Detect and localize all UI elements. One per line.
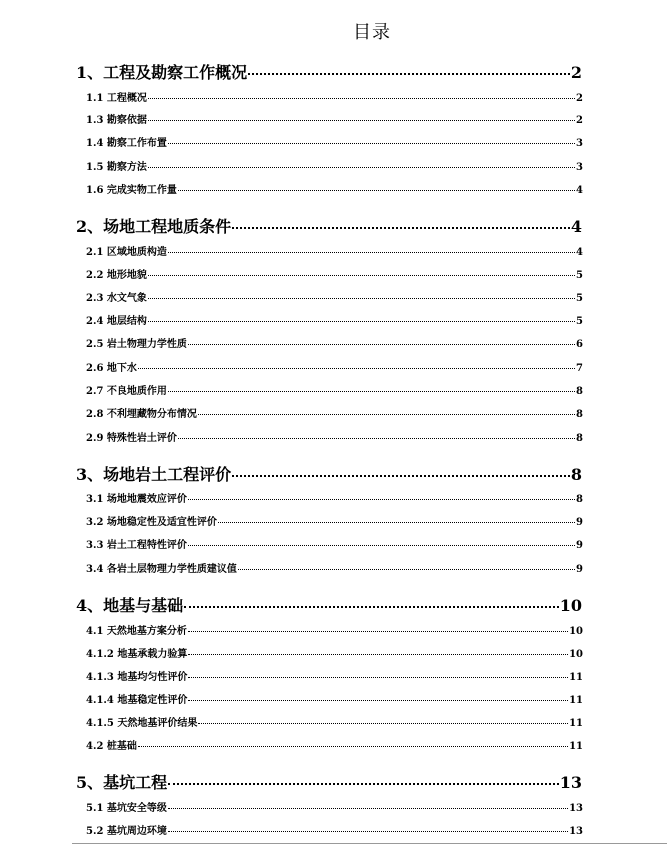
- toc-dot-leader: [238, 569, 575, 570]
- toc-section-entry[interactable]: [86, 89, 583, 104]
- toc-entry-page-number: 13: [569, 826, 583, 837]
- toc-entry-page-number: 4: [570, 217, 582, 236]
- toc-entry-page-number: 11: [569, 695, 583, 706]
- toc-entry-page-number: 10: [559, 596, 582, 615]
- toc-dot-leader: [168, 808, 568, 809]
- toc-dot-leader: [232, 227, 570, 229]
- toc-section-entry[interactable]: [86, 382, 583, 397]
- toc-dot-leader: [184, 606, 559, 608]
- toc-entry-page-number: 3: [576, 138, 583, 149]
- toc-section-entry[interactable]: [86, 513, 583, 528]
- toc-dot-leader: [138, 746, 568, 747]
- toc-dot-leader: [168, 831, 568, 832]
- toc-entry-page-number: 2: [570, 63, 582, 82]
- toc-entry-page-number: 9: [576, 540, 583, 551]
- toc-entry-label: 3、场地岩土工程评价: [76, 465, 232, 484]
- toc-entry-page-number: 8: [576, 386, 583, 397]
- toc-dot-leader: [188, 654, 568, 655]
- toc-dot-leader: [168, 252, 575, 253]
- toc-dot-leader: [188, 499, 575, 500]
- toc-entry-label: 4.1.5 天然地基评价结果: [86, 718, 198, 729]
- toc-section-entry[interactable]: [86, 668, 583, 683]
- toc-entry-page-number: 10: [569, 626, 583, 637]
- toc-entry-page-number: 8: [576, 494, 583, 505]
- toc-section-entry[interactable]: [86, 822, 583, 837]
- toc-section-entry[interactable]: [86, 536, 583, 551]
- toc-entry-label: 5、基坑工程: [76, 773, 168, 792]
- toc-entry-page-number: 8: [570, 465, 582, 484]
- toc-section-entry[interactable]: [86, 429, 583, 444]
- toc-dot-leader: [198, 414, 575, 415]
- toc-entry-label: 2.4 地层结构: [86, 316, 147, 327]
- toc-entry-page-number: 13: [559, 773, 582, 792]
- toc-section-entry[interactable]: [86, 134, 583, 149]
- toc-entry-label: 5.2 基坑周边环境: [86, 826, 167, 837]
- toc-dot-leader: [188, 344, 575, 345]
- toc-entry-page-number: 4: [576, 185, 583, 196]
- toc-dot-leader: [148, 120, 575, 121]
- toc-dot-leader: [148, 298, 575, 299]
- toc-section-entry[interactable]: [86, 645, 583, 660]
- toc-entry-label: 2.6 地下水: [86, 363, 137, 374]
- toc-dot-leader: [188, 700, 568, 701]
- toc-section-entry[interactable]: [86, 312, 583, 327]
- toc-entry-label: 2.8 不利埋藏物分布情况: [86, 409, 197, 420]
- toc-dot-leader: [168, 391, 575, 392]
- toc-entry-label: 4.2 桩基础: [86, 741, 137, 752]
- page-bottom-rule: [72, 843, 667, 844]
- toc-entry-page-number: 2: [576, 93, 583, 104]
- toc-entry-page-number: 8: [576, 433, 583, 444]
- toc-entry-label: 3.2 场地稳定性及适宜性评价: [86, 517, 217, 528]
- toc-entry-page-number: 10: [569, 649, 583, 660]
- toc-entry-label: 4、地基与基础: [76, 596, 184, 615]
- toc-entry-label: 2.1 区域地质构造: [86, 247, 167, 258]
- toc-entry-label: 1、工程及勘察工作概况: [76, 63, 248, 82]
- toc-section-entry[interactable]: [86, 737, 583, 752]
- toc-entry-label: 3.4 各岩土层物理力学性质建议值: [86, 564, 237, 575]
- toc-entry-label: 4.1.4 地基稳定性评价: [86, 695, 188, 706]
- toc-chapter-entry[interactable]: [76, 60, 582, 83]
- toc-entry-label: 1.3 勘察依据: [86, 115, 147, 126]
- toc-entry-label: 5.1 基坑安全等级: [86, 803, 167, 814]
- toc-section-entry[interactable]: [86, 335, 583, 350]
- toc-entry-page-number: 3: [576, 162, 583, 173]
- toc-chapter-entry[interactable]: [76, 770, 582, 793]
- toc-entry-page-number: 6: [576, 339, 583, 350]
- toc-chapter-entry[interactable]: [76, 462, 582, 485]
- toc-entry-label: 3.1 场地地震效应评价: [86, 494, 187, 505]
- toc-entry-label: 4.1 天然地基方案分析: [86, 626, 187, 637]
- toc-title: 目录: [353, 22, 391, 43]
- toc-entry-page-number: 9: [576, 564, 583, 575]
- toc-entry-label: 2.3 水文气象: [86, 293, 147, 304]
- toc-entry-label: 1.4 勘察工作布置: [86, 138, 167, 149]
- toc-entry-label: 2.5 岩土物理力学性质: [86, 339, 187, 350]
- toc-entry-label: 3.3 岩土工程特性评价: [86, 540, 187, 551]
- toc-entry-page-number: 9: [576, 517, 583, 528]
- toc-section-entry[interactable]: [86, 714, 583, 729]
- toc-section-entry[interactable]: [86, 266, 583, 281]
- toc-entry-page-number: 13: [569, 803, 583, 814]
- toc-entry-page-number: 11: [569, 672, 583, 683]
- toc-section-entry[interactable]: [86, 289, 583, 304]
- toc-entry-page-number: 8: [576, 409, 583, 420]
- toc-entry-page-number: 11: [569, 718, 583, 729]
- toc-entry-label: 2.7 不良地质作用: [86, 386, 167, 397]
- toc-section-entry[interactable]: [86, 181, 583, 196]
- toc-entry-page-number: 5: [576, 270, 583, 281]
- toc-entry-label: 1.5 勘察方法: [86, 162, 147, 173]
- toc-dot-leader: [148, 98, 575, 99]
- toc-dot-leader: [148, 321, 575, 322]
- toc-chapter-entry[interactable]: [76, 593, 582, 616]
- toc-entry-label: 4.1.2 地基承载力验算: [86, 649, 188, 660]
- toc-section-entry[interactable]: [86, 622, 583, 637]
- toc-dot-leader: [148, 167, 575, 168]
- toc-entry-label: 1.1 工程概况: [86, 93, 147, 104]
- toc-entry-label: 1.6 完成实物工作量: [86, 185, 177, 196]
- toc-dot-leader: [148, 275, 575, 276]
- toc-entry-label: 2、场地工程地质条件: [76, 217, 232, 236]
- toc-dot-leader: [138, 368, 575, 369]
- toc-dot-leader: [248, 73, 570, 75]
- toc-dot-leader: [178, 438, 575, 439]
- toc-section-entry[interactable]: [86, 490, 583, 505]
- toc-dot-leader: [168, 143, 575, 144]
- toc-entry-label: 2.9 特殊性岩土评价: [86, 433, 177, 444]
- toc-chapter-entry[interactable]: [76, 214, 582, 237]
- toc-entry-page-number: 7: [576, 363, 583, 374]
- toc-dot-leader: [188, 631, 568, 632]
- toc-entry-page-number: 5: [576, 293, 583, 304]
- toc-entry-label: 4.1.3 地基均匀性评价: [86, 672, 188, 683]
- toc-dot-leader: [198, 723, 568, 724]
- toc-section-entry[interactable]: [86, 243, 583, 258]
- toc-entry-page-number: 5: [576, 316, 583, 327]
- toc-section-entry[interactable]: [86, 799, 583, 814]
- toc-dot-leader: [232, 475, 570, 477]
- toc-dot-leader: [188, 677, 568, 678]
- toc-section-entry[interactable]: [86, 359, 583, 374]
- toc-entry-page-number: 4: [576, 247, 583, 258]
- toc-dot-leader: [218, 522, 575, 523]
- toc-section-entry[interactable]: [86, 691, 583, 706]
- toc-entry-label: 2.2 地形地貌: [86, 270, 147, 281]
- toc-dot-leader: [188, 545, 575, 546]
- toc-section-entry[interactable]: [86, 405, 583, 420]
- toc-dot-leader: [178, 190, 575, 191]
- toc-section-entry[interactable]: [86, 111, 583, 126]
- toc-entry-page-number: 11: [569, 741, 583, 752]
- toc-dot-leader: [168, 783, 559, 785]
- toc-entry-page-number: 2: [576, 115, 583, 126]
- toc-section-entry[interactable]: [86, 158, 583, 173]
- toc-section-entry[interactable]: [86, 560, 583, 575]
